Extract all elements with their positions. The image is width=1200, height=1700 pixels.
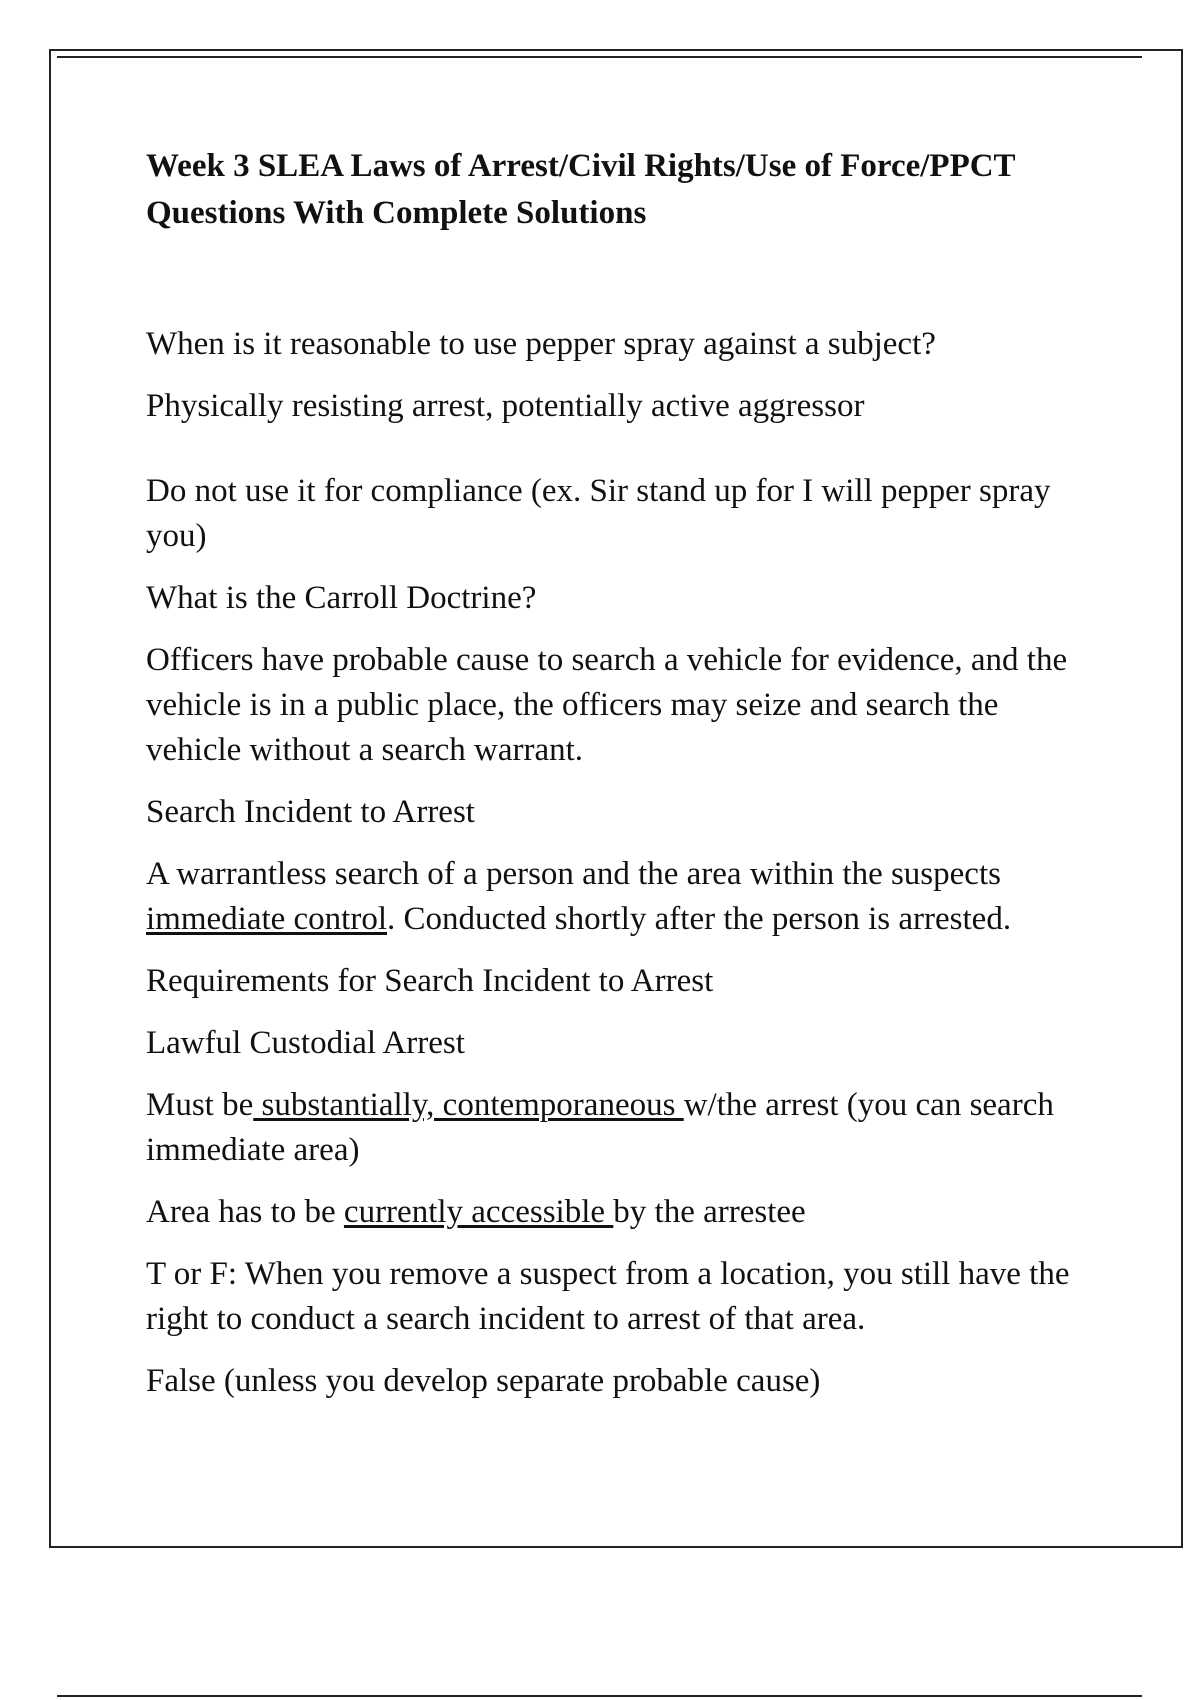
requirement-lawful-arrest: Lawful Custodial Arrest [146,1025,465,1061]
note-pepper-spray-compliance: Do not use it for compliance (ex. Sir stand up for I will pepper spray you) [146,473,1051,554]
requirement-contemporaneous-underlined: substantially, contemporaneous [253,1087,684,1123]
requirement-accessible-underlined: currently accessible [343,1194,614,1230]
answer-carroll-doctrine: Officers have probable cause to search a vehicle for evidence, and the vehicle is in a public place, the officers may seize and search the vehicle without a search warrant. [146,642,1068,768]
question-pepper-spray: When is it reasonable to use pepper spray against a subject? [146,326,936,362]
requirement-accessible [146,1190,1096,1235]
answer-pepper-spray: Physically resisting arrest, potentially active aggressor [146,388,865,424]
footer-rule [57,1695,1142,1697]
requirement-accessible-text-a: Area has to be [146,1194,344,1230]
answer-search-incident-text-a: A warrantless search of a person and the area within the suspects [146,856,1001,892]
question-true-false-removal: T or F: When you remove a suspect from a location, you still have the right to conduct a search incident to arrest of that area. [146,1256,1070,1337]
requirement-contemporaneous-text-a: Must be [146,1087,254,1123]
requirement-contemporaneous-text-b: w/the arrest (you can search immediate area) [146,1087,1054,1168]
answer-true-false-removal: False (unless you develop separate probable cause) [146,1363,821,1399]
document-title: Week 3 SLEA Laws of Arrest/Civil Rights/Use of Force/PPCT Questions With Complete Solutions [146,148,1015,231]
requirement-accessible-text-b: by the arrestee [613,1194,806,1230]
requirement-contemporaneous [146,1083,1096,1173]
answer-search-incident-text-b: . Conducted shortly after the person is arrested. [387,901,1012,937]
header-rule [57,56,1142,58]
question-search-incident: Search Incident to Arrest [146,794,475,830]
answer-search-incident-underlined: immediate control [146,901,388,937]
question-search-requirements: Requirements for Search Incident to Arrest [146,963,714,999]
document-body [146,143,1096,1421]
question-carroll-doctrine: What is the Carroll Doctrine? [146,580,537,616]
answer-search-incident [146,852,1096,942]
